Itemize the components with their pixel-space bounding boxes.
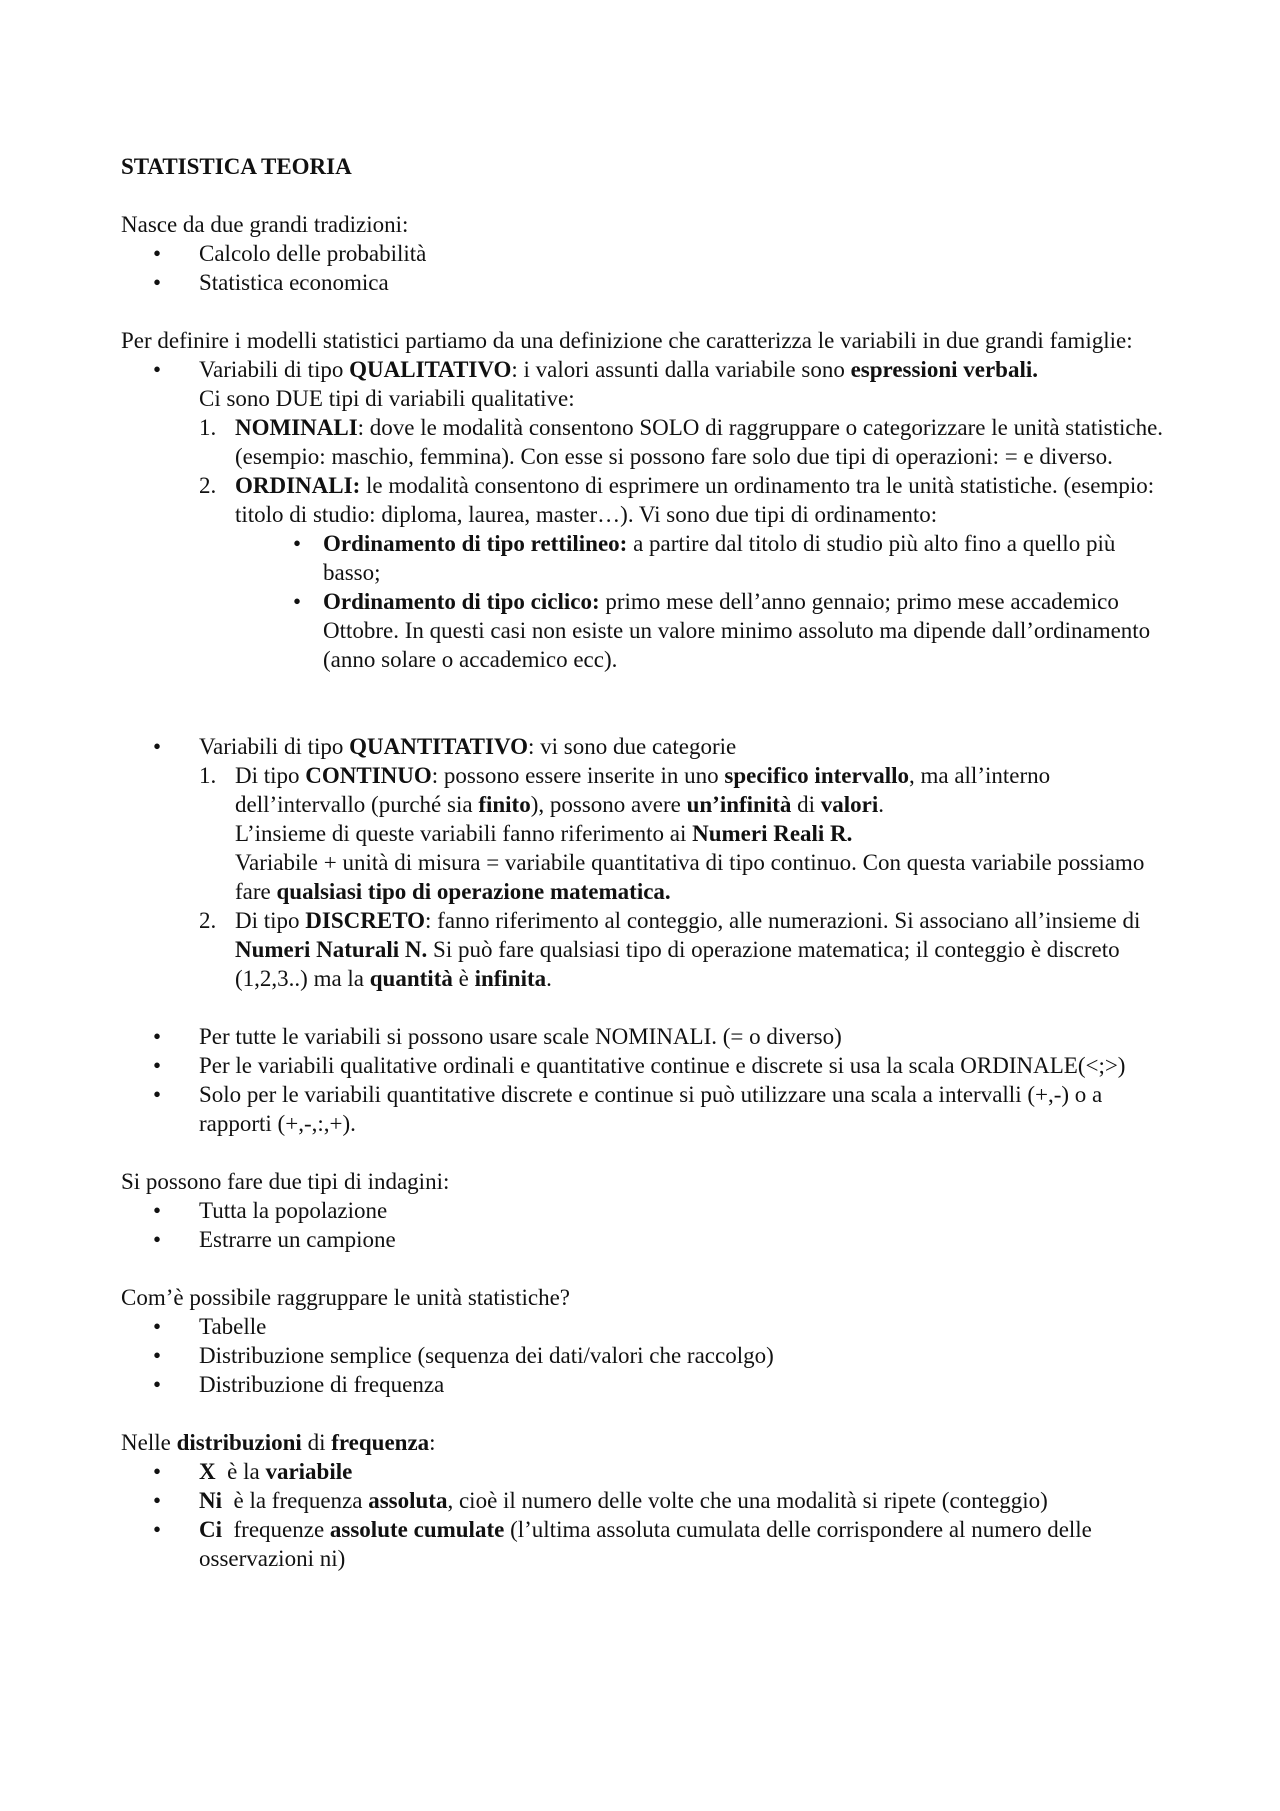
- list-item-quantitative: • Variabili di tipo QUANTITATIVO: vi sono due categorie: [121, 732, 1171, 761]
- bullet-icon: •: [152, 1343, 161, 1368]
- bullet-icon: •: [152, 1227, 161, 1252]
- bullet-icon: •: [152, 1372, 161, 1397]
- page-title: STATISTICA TEORIA: [121, 154, 352, 179]
- list-item: • Estrarre un campione: [121, 1225, 1171, 1254]
- list-item-qualitative: • Variabili di tipo QUALITATIVO: i valori assunti dalla variabile sono espressioni verbali. Ci sono DUE tipi di variabili qualitative:: [121, 355, 1171, 413]
- list-item: • Tutta la popolazione: [121, 1196, 1171, 1225]
- intro-text: Nasce da due grandi tradizioni:: [121, 212, 409, 237]
- document-body: [121, 152, 1171, 1573]
- list-item: • Statistica economica: [121, 268, 1171, 297]
- bullet-icon: •: [152, 1024, 161, 1049]
- bullet-icon: •: [152, 734, 161, 759]
- bullet-icon: •: [152, 1517, 161, 1542]
- list-item-discreto: 2. Di tipo DISCRETO: fanno riferimento al conteggio, alle numerazioni. Si associano all’insieme di Numeri Naturali N. Si può fare qualsiasi tipo di operazione matematica; il conteggio è discreto (1,2,3..) ma la quantità è infinita.: [199, 908, 1141, 991]
- bullet-icon: •: [152, 1488, 161, 1513]
- list-item-ciclico: • Ordinamento di tipo ciclico: primo mese dell’anno gennaio; primo mese accademico Ottobre. In questi casi non esiste un valore minimo assoluto ma dipende dall’ordinamento (anno solare o accademico ecc).: [277, 587, 1171, 674]
- list-item: • Calcolo delle probabilità: [121, 239, 1171, 268]
- bullet-icon: •: [152, 270, 161, 295]
- raggruppare-intro: Com’è possibile raggruppare le unità statistiche?: [121, 1285, 571, 1310]
- list-item-rettilineo: • Ordinamento di tipo rettilineo: a partire dal titolo di studio più alto fino a quello più basso;: [277, 529, 1171, 587]
- list-item-continuo: 1. Di tipo CONTINUO: possono essere inserite in uno specifico intervallo, ma all’interno dell’intervallo (purché sia finito), possono avere un’infinità di valori. L’insieme di queste variabili fanno riferimento ai Numeri Reali R. Variabile + unità di misura = variabile quantitativa di tipo continuo. Con questa variabile possiamo fare qualsiasi tipo di operazione matematica.: [199, 763, 1145, 904]
- bullet-icon: •: [152, 357, 161, 382]
- bullet-icon: •: [292, 589, 301, 614]
- list-item-nominali: 1. NOMINALI: dove le modalità consentono SOLO di raggruppare o categorizzare le unità statistiche. (esempio: maschio, femmina). Con esse si possono fare solo due tipi di operazioni: = e diverso.: [199, 415, 1164, 469]
- bullet-icon: •: [152, 1053, 161, 1078]
- bullet-icon: •: [292, 531, 301, 556]
- list-item-ci: • Ci frequenze assolute cumulate (l’ultima assoluta cumulata delle corrispondere al numero delle osservazioni ni): [121, 1515, 1171, 1573]
- bullet-icon: •: [152, 1198, 161, 1223]
- list-item: • Distribuzione semplice (sequenza dei dati/valori che raccolgo): [121, 1341, 1171, 1370]
- list-item: • Tabelle: [121, 1312, 1171, 1341]
- list-item: • Per tutte le variabili si possono usare scale NOMINALI. (= o diverso): [121, 1022, 1171, 1051]
- frequenza-intro: Nelle distribuzioni di frequenza:: [121, 1430, 436, 1455]
- list-item-ni: • Ni è la frequenza assoluta, cioè il numero delle volte che una modalità si ripete (conteggio): [121, 1486, 1171, 1515]
- define-paragraph: Per definire i modelli statistici partiamo da una definizione che caratterizza le variabili in due grandi famiglie:: [121, 328, 1133, 353]
- list-item-ordinali: 2. ORDINALI: le modalità consentono di esprimere un ordinamento tra le unità statistiche. (esempio: titolo di studio: diploma, laurea, master…). Vi sono due tipi di ordinamento:: [199, 473, 1155, 527]
- list-item: • Solo per le variabili quantitative discrete e continue si può utilizzare una scala a intervalli (+,-) o a rapporti (+,-,:,+).: [121, 1080, 1171, 1138]
- bullet-icon: •: [152, 1459, 161, 1484]
- list-item-x: • X è la variabile: [121, 1457, 1171, 1486]
- list-item: • Per le variabili qualitative ordinali e quantitative continue e discrete si usa la scala ORDINALE(<;>): [121, 1051, 1171, 1080]
- bullet-icon: •: [152, 1314, 161, 1339]
- bullet-icon: •: [152, 241, 161, 266]
- bullet-icon: •: [152, 1082, 161, 1107]
- indagini-intro: Si possono fare due tipi di indagini:: [121, 1169, 450, 1194]
- list-item: • Distribuzione di frequenza: [121, 1370, 1171, 1399]
